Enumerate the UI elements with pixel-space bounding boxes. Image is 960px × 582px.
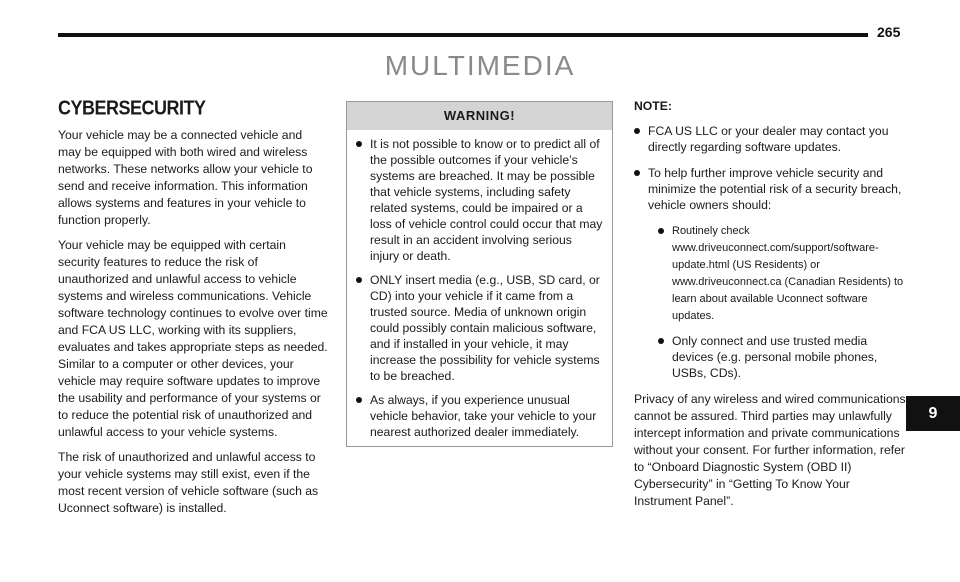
warning-title: WARNING! xyxy=(347,102,612,130)
page-number: 265 xyxy=(877,24,901,40)
note-sub-list xyxy=(648,223,906,381)
note-list xyxy=(634,123,906,381)
bullet-icon xyxy=(634,128,640,134)
warning-item xyxy=(356,392,604,440)
bullet-icon xyxy=(356,277,362,283)
paragraph: The risk of unauthorized and unlawful access to your vehicle systems may still exist, even if the most recent version of vehicle software (such as Uconnect software) is installed. xyxy=(58,450,319,515)
note-sub-item xyxy=(658,223,906,325)
note-sub-item-text: Only connect and use trusted media devices (e.g. personal mobile phones, USBs, CDs). xyxy=(672,334,878,380)
warning-item-text: It is not possible to know or to predict all of the possible outcomes if your vehicle’s systems are breached. It may be possible that vehicle systems, including safety related systems, could be impaired or a loss of vehicle control could occur that may result in an accident involving serious injury or death. xyxy=(370,137,603,263)
bullet-icon xyxy=(658,338,664,344)
note-sub-item xyxy=(658,333,906,381)
right-column xyxy=(634,98,906,518)
warning-item xyxy=(356,136,604,264)
left-column xyxy=(58,96,328,525)
bullet-icon xyxy=(356,141,362,147)
paragraph: Your vehicle may be equipped with certain security features to reduce the risk of unauthorized and unlawful access to vehicle systems and wireless communications. Vehicle software technology continues to evolve over time and FCA US LLC, working with its suppliers, evaluates and takes appropriate steps as needed. Similar to a computer or other devices, your vehicle may require software updates to improve the usability and performance of your systems or to reduce the potential risk of unauthorized and unlawful access to your vehicle systems. xyxy=(58,238,328,439)
header-rule xyxy=(58,33,868,37)
warning-item xyxy=(356,272,604,384)
warning-list xyxy=(347,130,612,440)
bullet-icon xyxy=(356,397,362,403)
paragraph: Your vehicle may be a connected vehicle and may be equipped with both wired and wireless networks. These networks allow your vehicle to send and receive information. This information allows systems and features in your vehicle to function properly. xyxy=(58,128,313,227)
note-item-text: To help further improve vehicle security and minimize the potential risk of a security breach, vehicle owners should: xyxy=(648,166,902,212)
note-item xyxy=(634,123,906,155)
warning-item-text: ONLY insert media (e.g., USB, SD card, or CD) into your vehicle if it came from a trusted source. Media of unknown origin could possibly contain malicious software, and if installed in your vehicle, it may increase the possibility for vehicle systems to be breached. xyxy=(370,273,600,383)
cybersecurity-heading: CYBERSECURITY xyxy=(58,96,206,119)
note-label: NOTE: xyxy=(634,99,672,113)
note-item-text: FCA US LLC or your dealer may contact you directly regarding software updates. xyxy=(648,124,889,154)
chapter-tab: 9 xyxy=(906,396,960,431)
section-title: MULTIMEDIA xyxy=(384,50,576,81)
warning-box xyxy=(346,101,613,447)
warning-item-text: As always, if you experience unusual vehicle behavior, take your vehicle to your nearest authorized dealer immediately. xyxy=(370,393,597,439)
bullet-icon xyxy=(634,170,640,176)
note-item xyxy=(634,165,906,381)
privacy-paragraph: Privacy of any wireless and wired communications cannot be assured. Third parties may unlawfully intercept information and private communications without your consent. For further information, refer to “Onboard Diagnostic System (OBD II) Cybersecurity” in “Getting To Know Your Instrument Panel”. xyxy=(634,392,906,508)
note-sub-item-text: Routinely check www.driveuconnect.com/support/software-update.html (US Residents) or www.driveuconnect.ca (Canadian Residents) to learn about available Uconnect software updates. xyxy=(672,225,904,322)
bullet-icon xyxy=(658,228,664,234)
